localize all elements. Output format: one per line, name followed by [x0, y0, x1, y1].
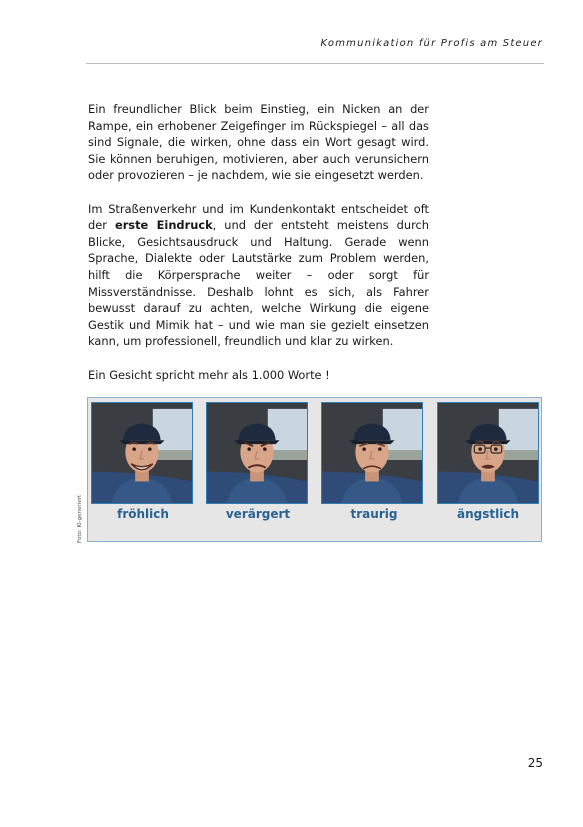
photo-sad — [321, 402, 423, 504]
page-number: 25 — [527, 756, 543, 770]
label-anxious: ängstlich — [457, 507, 519, 521]
paragraph-2 — [88, 201, 429, 350]
paragraph-2-emphasis: erste Eindruck — [114, 218, 213, 233]
paragraph-3 — [88, 367, 429, 384]
photo-anxious — [437, 402, 539, 504]
label-sad: traurig — [350, 507, 398, 521]
paragraph-3-text: Ein Gesicht spricht mehr als 1.000 Worte ! — [88, 367, 330, 382]
photo-angry — [206, 402, 308, 504]
paragraph-1-text: Ein freundlicher Blick beim Einstieg, ein Nicken an der Rampe, ein erhobener Zeigefinger im Rückspiegel – all das sind Signale, die wirken, ohne dass ein Wort gesagt wird. Sie können beruhigen, motivieren, aber auch verunsichern oder provozieren – je nachdem, wie sie eingesetzt werden. — [88, 102, 429, 183]
photo-happy — [91, 402, 193, 504]
photo-credit: Foto: KI-generiert — [77, 494, 83, 543]
header-rule — [86, 63, 544, 64]
expressions-figure — [87, 397, 542, 542]
running-header: Kommunikation für Profis am Steuer — [320, 38, 543, 49]
label-angry: verärgert — [225, 507, 291, 521]
body-text — [88, 101, 429, 400]
paragraph-2-rest: , und der entsteht meistens durch Blicke, Gesichtsausdruck und Haltung. Gerade wenn Sprache, Dialekte oder Lautstärke zum Problem werden, hilft die Körpersprache weiter – oder sorgt für Missverständnisse. Deshalb lohnt es sich, als Fahrer bewusst darauf zu achten, welche Wirkung die eigene Gestik und Mimik hat – und wie man sie gezielt einsetzen kann, um professionell, freundlich und klar zu wirken. — [88, 218, 430, 349]
paragraph-1 — [88, 101, 429, 184]
label-happy: fröhlich — [117, 507, 169, 521]
paragraph-2-lead: Im Straßenverkehr und im Kundenkontakt entscheidet oft der — [88, 201, 429, 233]
